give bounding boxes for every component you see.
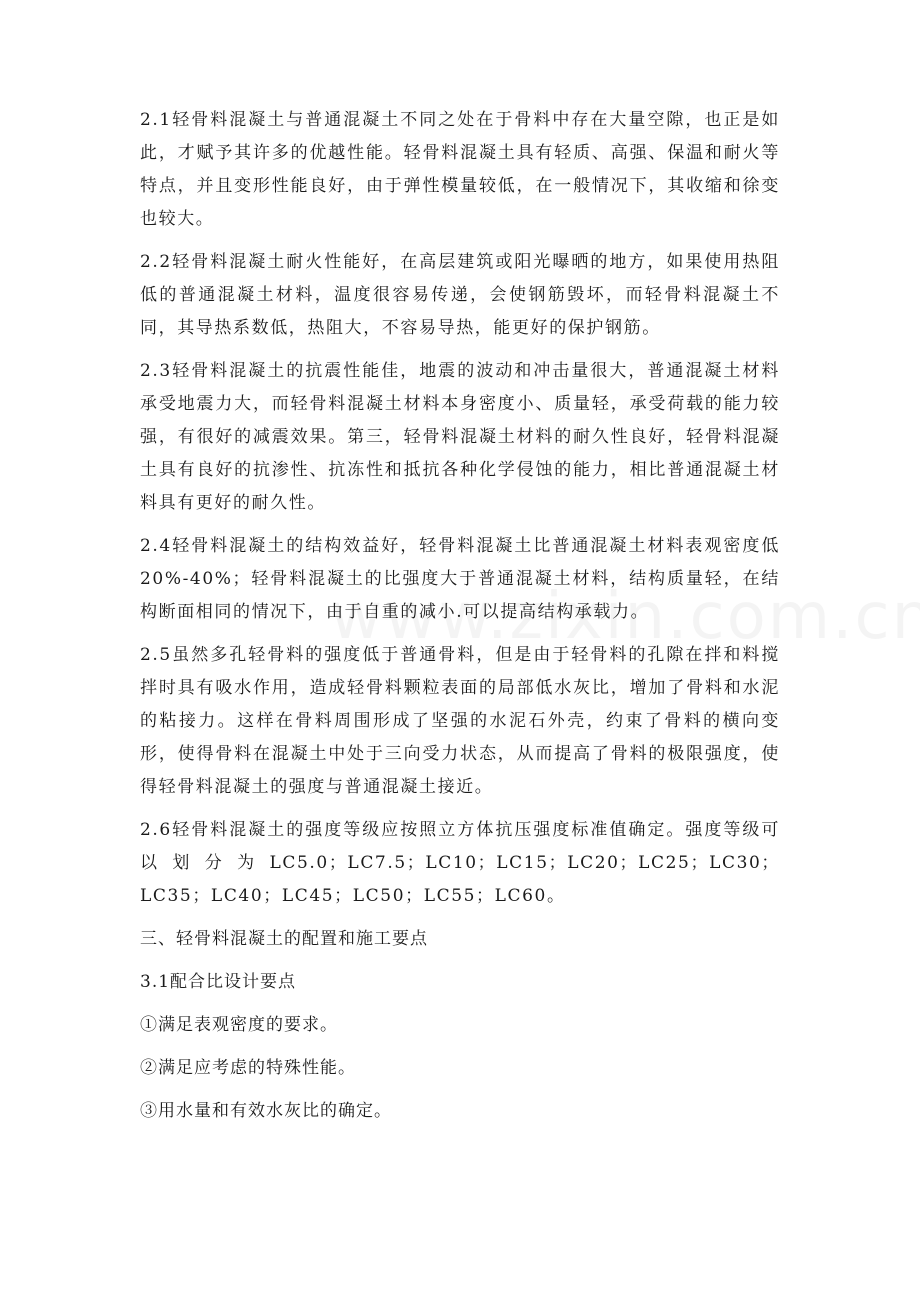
paragraph-2-5: 2.5虽然多孔轻骨料的强度低于普通骨料，但是由于轻骨料的孔隙在拌和料搅拌时具有吸水作用，造成轻骨料颗粒表面的局部低水灰比，增加了骨料和水泥的粘接力。这样在骨料周围形成了坚强的水泥石外壳，约束了骨料的横向变形，使得骨料在混凝土中处于三向受力状态，从而提高了骨料的极限强度，使得轻骨料混凝土的强度与普通混凝土接近。 bbox=[140, 645, 780, 797]
list-item-2: ②满足应考虑的特殊性能。 bbox=[140, 1058, 356, 1078]
paragraph-2-3: 2.3轻骨料混凝土的抗震性能佳，地震的波动和冲击量很大，普通混凝土材料承受地震力大，而轻骨料混凝土材料本身密度小、质量轻，承受荷载的能力较强，有很好的减震效果。第三，轻骨料混凝土材料的耐久性良好，轻骨料混凝土具有良好的抗渗性、抗冻性和抵抗各种化学侵蚀的能力，相比普通混凝土材料具有更好的耐久性。 bbox=[140, 361, 780, 513]
document-body bbox=[140, 104, 780, 1138]
paragraph-2-1: 2.1轻骨料混凝土与普通混凝土不同之处在于骨料中存在大量空隙，也正是如此，才赋予其许多的优越性能。轻骨料混凝土具有轻质、高强、保温和耐火等特点，并且变形性能良好，由于弹性模量较低，在一般情况下，其收缩和徐变也较大。 bbox=[140, 110, 780, 229]
subsection-heading-3-1: 3.1配合比设计要点 bbox=[140, 972, 297, 992]
paragraph-2-6: 2.6轻骨料混凝土的强度等级应按照立方体抗压强度标准值确定。强度等级可以划分为LC5.0；LC7.5；LC10；LC15；LC20；LC25；LC30；LC35；LC40；LC45；LC50；LC55；LC60。 bbox=[140, 820, 780, 906]
paragraph-2-4: 2.4轻骨料混凝土的结构效益好，轻骨料混凝土比普通混凝土材料表观密度低20%-40%；轻骨料混凝土的比强度大于普通混凝土材料，结构质量轻，在结构断面相同的情况下，由于自重的减小.可以提高结构承载力。 bbox=[140, 536, 780, 622]
section-heading-3: 三、轻骨料混凝土的配置和施工要点 bbox=[140, 929, 428, 949]
list-item-3: ③用水量和有效水灰比的确定。 bbox=[140, 1101, 392, 1121]
list-item-1: ①满足表观密度的要求。 bbox=[140, 1015, 338, 1035]
paragraph-2-2: 2.2轻骨料混凝土耐火性能好，在高层建筑或阳光曝晒的地方，如果使用热阻低的普通混凝土材料，温度很容易传递，会使钢筋毁坏，而轻骨料混凝土不同，其导热系数低，热阻大，不容易导热，能更好的保护钢筋。 bbox=[140, 252, 780, 338]
